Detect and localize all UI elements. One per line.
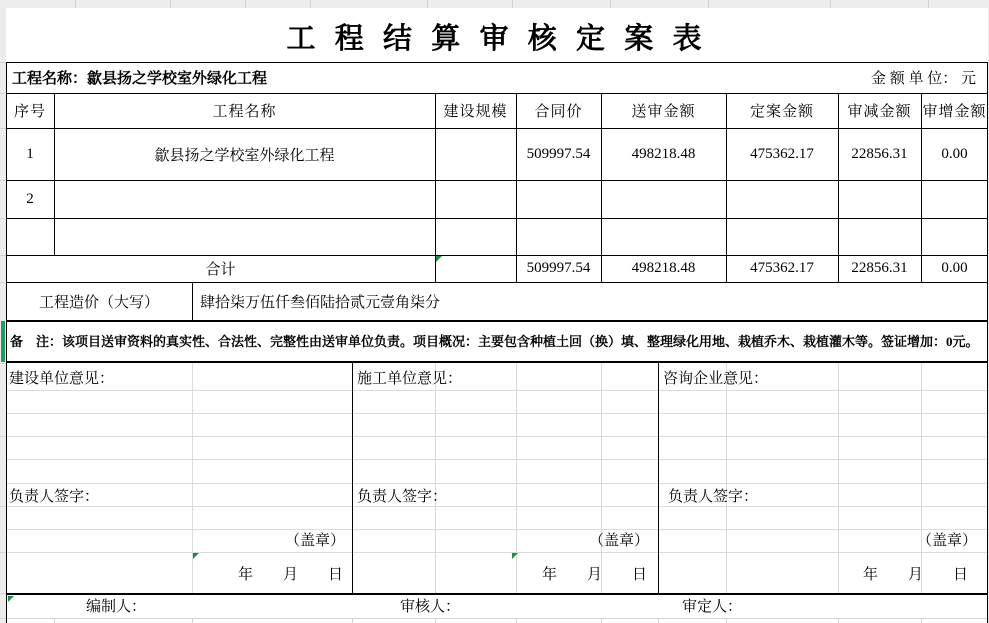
seal-consultant-label: （盖章） bbox=[916, 532, 977, 549]
col-header-submitted[interactable]: 送审金额 bbox=[631, 104, 696, 120]
cell-total-contract[interactable]: 509997.54 bbox=[526, 260, 591, 276]
cell-row1-seq[interactable]: 1 bbox=[26, 145, 34, 162]
cell-total-final[interactable]: 475362.17 bbox=[750, 260, 814, 276]
footer-approver-label[interactable]: 审定人： bbox=[682, 599, 743, 615]
cell-row1-submitted[interactable]: 498218.48 bbox=[631, 145, 696, 162]
col-header-seq[interactable]: 序号 bbox=[13, 104, 46, 120]
date-consultant-label: 年 月 日 bbox=[862, 566, 968, 583]
cell-total-submitted[interactable]: 498218.48 bbox=[631, 260, 696, 276]
cell-total-scale[interactable] bbox=[435, 255, 516, 282]
cell-row1-project[interactable]: 歙县扬之学校室外绿化工程 bbox=[154, 147, 335, 164]
col-header-project[interactable]: 工程名称 bbox=[212, 104, 277, 120]
top-margin-gridlines bbox=[6, 0, 989, 8]
cell-row2-seq[interactable]: 2 bbox=[26, 190, 34, 207]
col-header-contract[interactable]: 合同价 bbox=[534, 104, 583, 120]
sign-owner-label[interactable]: 负责人签字： bbox=[9, 488, 100, 505]
seal-contractor-label: （盖章） bbox=[588, 532, 649, 549]
opinion-consultant-label[interactable]: 咨询企业意见： bbox=[663, 370, 769, 387]
cell-flag-icon bbox=[436, 256, 442, 262]
cell-row2-increased[interactable] bbox=[921, 180, 988, 218]
cell-row2-reduced[interactable] bbox=[838, 180, 921, 218]
sign-consultant-label[interactable]: 负责人签字： bbox=[668, 488, 759, 505]
remark-cell[interactable]: 备 注：该项目送审资料的真实性、合法性、完整性由送审单位负责。项目概况：主要包含种植土回（换）填、整理绿化用地、栽植乔木、栽植灌木等。签证增加：0元。 bbox=[10, 334, 979, 349]
cell-row1-increased[interactable]: 0.00 bbox=[941, 145, 968, 162]
opinion-owner-label[interactable]: 建设单位意见： bbox=[9, 370, 115, 387]
cell-total-increased[interactable]: 0.00 bbox=[941, 260, 968, 276]
cell-row2-final[interactable] bbox=[726, 180, 838, 218]
cell-row2-submitted[interactable] bbox=[601, 180, 726, 218]
col-header-scale[interactable]: 建设规模 bbox=[443, 104, 508, 120]
seal-owner-label: （盖章） bbox=[284, 532, 345, 549]
page-title: 工 程 结 算 审 核 定 案 表 bbox=[286, 22, 708, 55]
cell-flag-icon bbox=[8, 596, 14, 602]
cell-row1-final[interactable]: 475362.17 bbox=[750, 145, 814, 162]
date-contractor-label: 年 月 日 bbox=[541, 566, 647, 583]
project-name-label[interactable]: 工程名称：歙县扬之学校室外绿化工程 bbox=[12, 71, 268, 87]
cell-total-reduced[interactable]: 22856.31 bbox=[851, 260, 908, 276]
col-header-increased[interactable]: 审增金额 bbox=[922, 104, 987, 120]
cell-row1-reduced[interactable]: 22856.31 bbox=[851, 145, 908, 162]
footer-checker-label[interactable]: 审核人： bbox=[400, 599, 461, 615]
cell-row3-project[interactable] bbox=[54, 218, 435, 255]
cell-flag-icon bbox=[512, 553, 518, 559]
cell-row2-scale[interactable] bbox=[435, 180, 516, 218]
row-flag-green-bar bbox=[1, 321, 5, 362]
cell-row1-scale[interactable] bbox=[435, 128, 516, 180]
col-header-final[interactable]: 定案金额 bbox=[749, 104, 814, 120]
cost-words-label[interactable]: 工程造价（大写） bbox=[38, 294, 159, 311]
cell-flag-icon bbox=[193, 553, 199, 559]
date-owner-label: 年 月 日 bbox=[237, 566, 343, 583]
sign-contractor-label[interactable]: 负责人签字： bbox=[357, 488, 448, 505]
sheet-page bbox=[6, 8, 988, 623]
total-label[interactable]: 合计 bbox=[205, 262, 236, 278]
unit-label: 金 额 单 位： 元 bbox=[870, 71, 976, 87]
footer-maker-label[interactable]: 编制人： bbox=[86, 599, 147, 615]
cell-row2-project[interactable] bbox=[54, 180, 435, 218]
opinion-contractor-label[interactable]: 施工单位意见： bbox=[357, 370, 463, 387]
cell-row3-seq[interactable] bbox=[6, 218, 54, 255]
col-header-reduced[interactable]: 审减金额 bbox=[847, 104, 912, 120]
cell-row2-contract[interactable] bbox=[516, 180, 601, 218]
cell-row1-contract[interactable]: 509997.54 bbox=[526, 145, 591, 162]
cost-words-value[interactable]: 肆拾柒万伍仟叁佰陆拾贰元壹角柒分 bbox=[200, 294, 441, 311]
